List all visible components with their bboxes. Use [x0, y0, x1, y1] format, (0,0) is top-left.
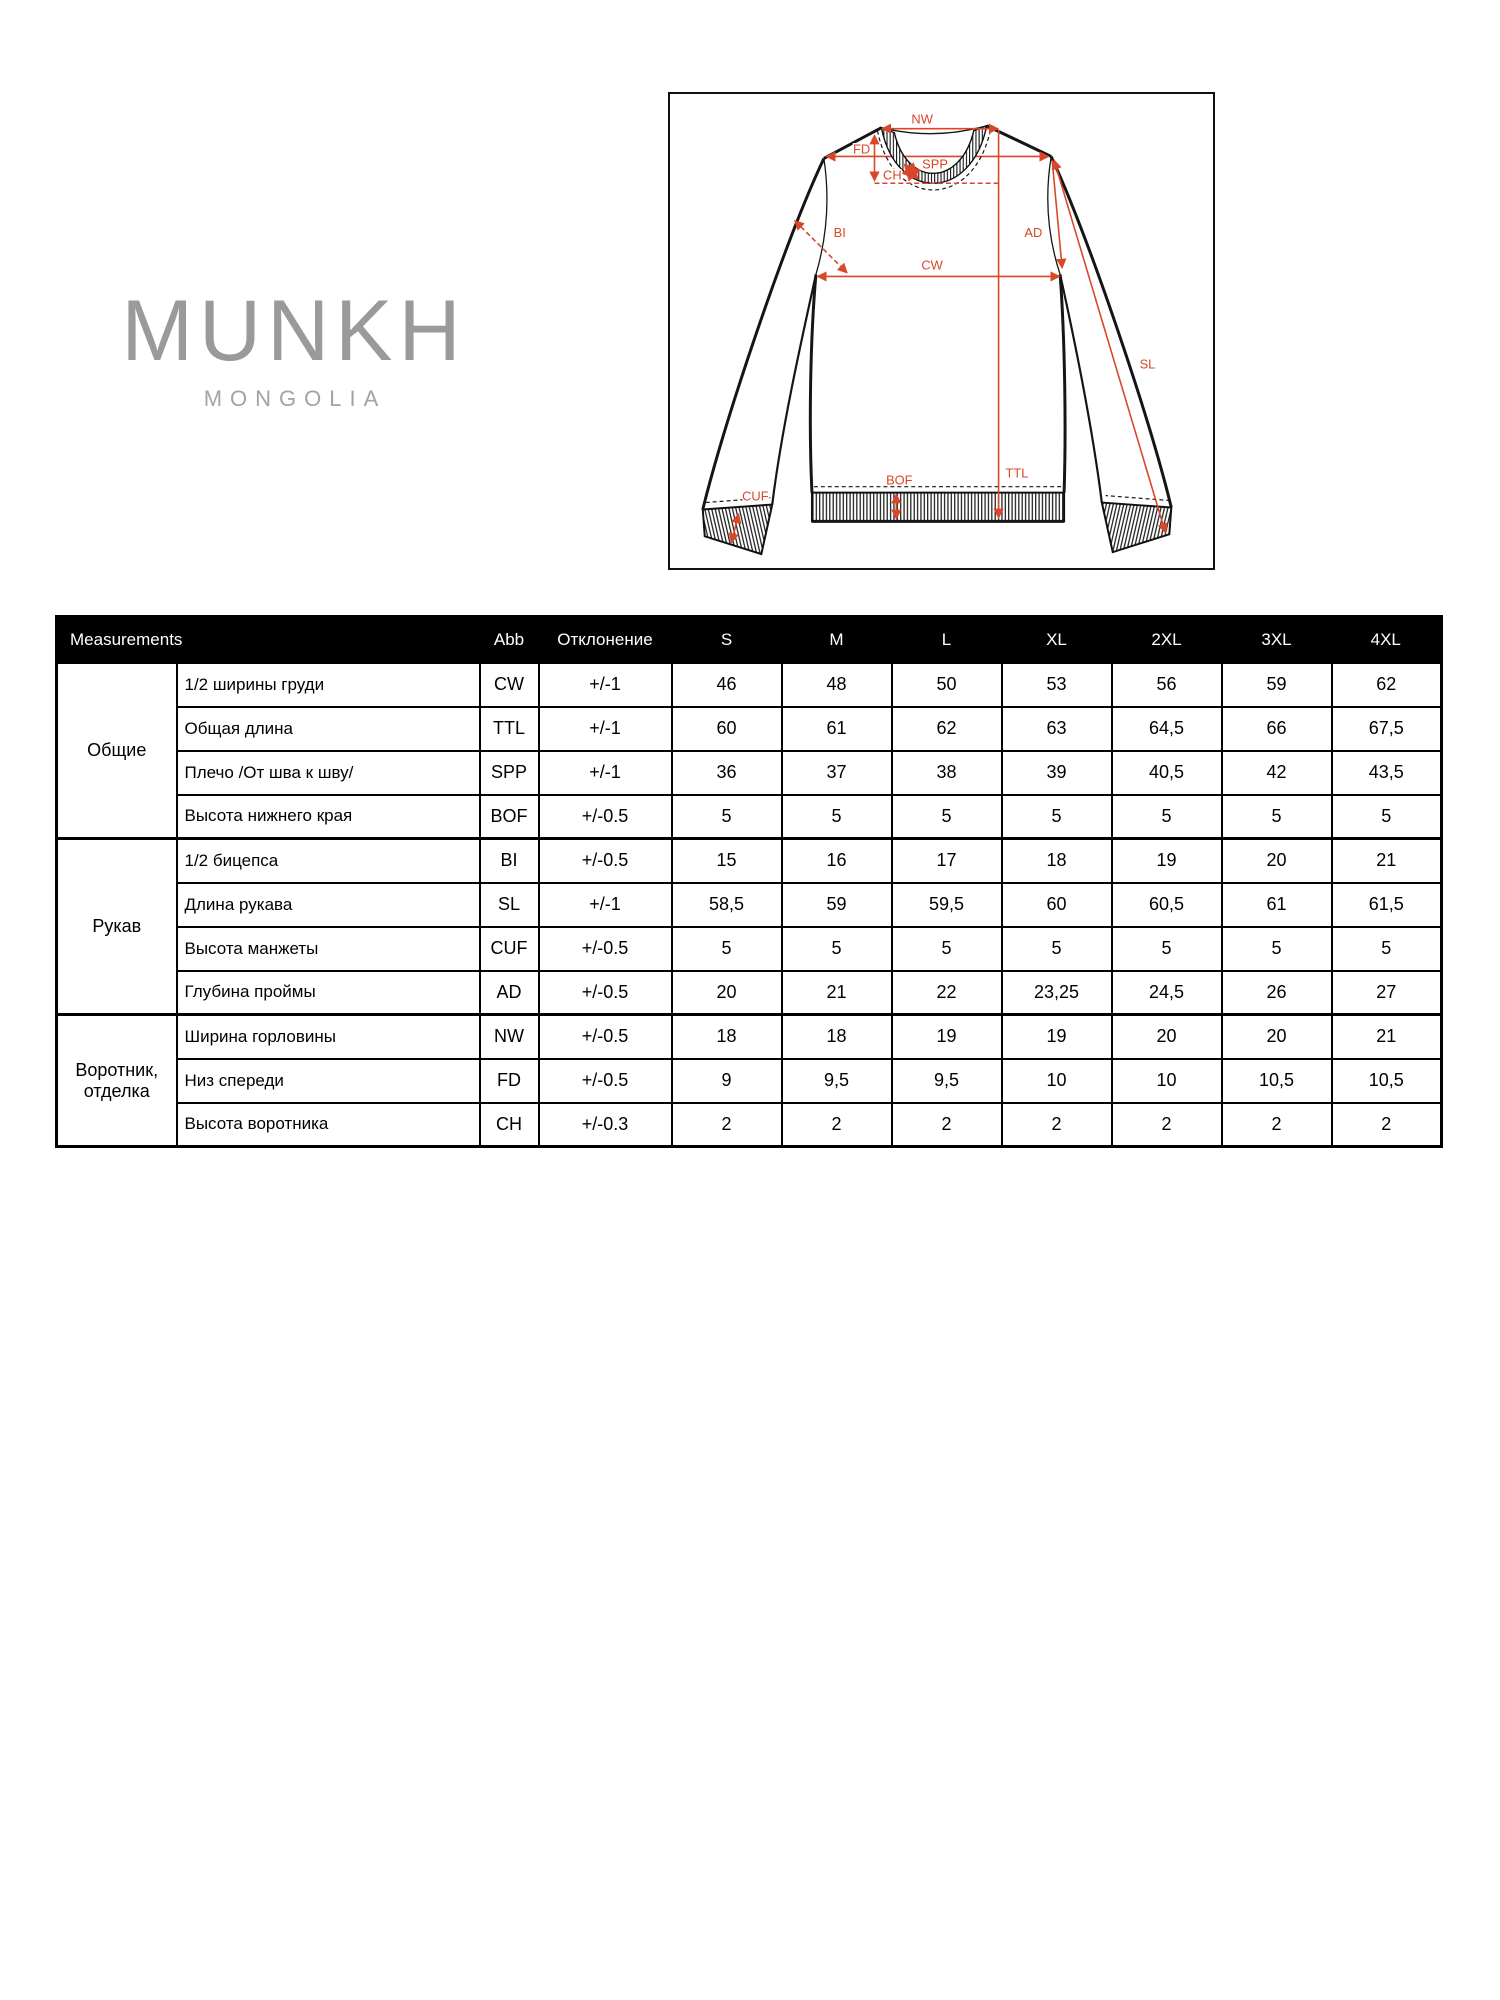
size-value-cell: 66	[1222, 707, 1332, 751]
size-value-cell: 5	[892, 927, 1002, 971]
deviation-cell: +/-0.3	[539, 1103, 672, 1147]
size-value-cell: 22	[892, 971, 1002, 1015]
size-value-cell: 5	[1332, 927, 1442, 971]
size-value-cell: 5	[1332, 795, 1442, 839]
size-value-cell: 5	[1002, 795, 1112, 839]
size-value-cell: 23,25	[1002, 971, 1112, 1015]
size-value-cell: 5	[782, 795, 892, 839]
ad-label: AD	[1024, 224, 1043, 240]
header-deviation: Отклонение	[539, 617, 672, 663]
size-value-cell: 40,5	[1112, 751, 1222, 795]
size-value-cell: 20	[1222, 839, 1332, 883]
size-value-cell: 62	[892, 707, 1002, 751]
size-table-body	[57, 663, 1442, 1147]
size-value-cell: 18	[782, 1015, 892, 1059]
abbreviation-cell: CW	[480, 663, 539, 707]
size-value-cell: 2	[1002, 1103, 1112, 1147]
size-value-cell: 61	[782, 707, 892, 751]
table-row	[57, 1015, 1442, 1059]
sweater-technical-drawing	[670, 94, 1213, 568]
size-value-cell: 5	[1222, 927, 1332, 971]
measurement-name-cell: Общая длина	[177, 707, 480, 751]
abbreviation-cell: BI	[480, 839, 539, 883]
size-value-cell: 10,5	[1222, 1059, 1332, 1103]
size-value-cell: 58,5	[672, 883, 782, 927]
size-value-cell: 5	[672, 927, 782, 971]
size-value-cell: 5	[1112, 795, 1222, 839]
measurement-name-cell: 1/2 ширины груди	[177, 663, 480, 707]
size-value-cell: 21	[1332, 1015, 1442, 1059]
deviation-cell: +/-0.5	[539, 795, 672, 839]
size-value-cell: 2	[1222, 1103, 1332, 1147]
sl-measure-line	[1054, 160, 1165, 532]
deviation-cell: +/-0.5	[539, 1015, 672, 1059]
size-value-cell: 27	[1332, 971, 1442, 1015]
header-size-4xl: 4XL	[1332, 617, 1442, 663]
deviation-cell: +/-0.5	[539, 839, 672, 883]
header-size-2xl: 2XL	[1112, 617, 1222, 663]
size-value-cell: 43,5	[1332, 751, 1442, 795]
size-value-cell: 59,5	[892, 883, 1002, 927]
size-value-cell: 59	[782, 883, 892, 927]
measurement-name-cell: 1/2 бицепса	[177, 839, 480, 883]
size-value-cell: 21	[1332, 839, 1442, 883]
size-value-cell: 37	[782, 751, 892, 795]
measurement-name-cell: Плечо /От шва к шву/	[177, 751, 480, 795]
size-value-cell: 5	[1112, 927, 1222, 971]
ttl-label: TTL	[1005, 465, 1029, 481]
size-value-cell: 59	[1222, 663, 1332, 707]
table-row	[57, 1103, 1442, 1147]
table-row	[57, 707, 1442, 751]
measurement-name-cell: Низ спереди	[177, 1059, 480, 1103]
size-value-cell: 5	[782, 927, 892, 971]
size-value-cell: 15	[672, 839, 782, 883]
size-value-cell: 50	[892, 663, 1002, 707]
size-value-cell: 19	[892, 1015, 1002, 1059]
size-value-cell: 60	[672, 707, 782, 751]
abbreviation-cell: SL	[480, 883, 539, 927]
ch-label: CH	[883, 167, 902, 183]
size-value-cell: 20	[1222, 1015, 1332, 1059]
deviation-cell: +/-1	[539, 707, 672, 751]
size-value-cell: 48	[782, 663, 892, 707]
cuff-rib-left	[703, 498, 772, 555]
deviation-cell: +/-1	[539, 883, 672, 927]
fd-label: FD	[852, 141, 871, 157]
size-value-cell: 26	[1222, 971, 1332, 1015]
size-value-cell: 60,5	[1112, 883, 1222, 927]
header-abb: Abb	[480, 617, 539, 663]
size-value-cell: 20	[672, 971, 782, 1015]
size-value-cell: 20	[1112, 1015, 1222, 1059]
size-value-cell: 17	[892, 839, 1002, 883]
table-row	[57, 751, 1442, 795]
abbreviation-cell: NW	[480, 1015, 539, 1059]
size-value-cell: 10,5	[1332, 1059, 1442, 1103]
size-table	[55, 615, 1443, 1148]
brand-logo: MUNKH	[121, 283, 467, 379]
size-value-cell: 46	[672, 663, 782, 707]
table-row	[57, 883, 1442, 927]
bi-label: BI	[833, 224, 846, 240]
cuff-rib-right	[1102, 496, 1171, 553]
size-value-cell: 10	[1002, 1059, 1112, 1103]
size-value-cell: 9,5	[782, 1059, 892, 1103]
size-value-cell: 5	[1002, 927, 1112, 971]
deviation-cell: +/-0.5	[539, 927, 672, 971]
table-row	[57, 795, 1442, 839]
size-value-cell: 2	[672, 1103, 782, 1147]
size-value-cell: 2	[782, 1103, 892, 1147]
group-label: Общие	[57, 663, 177, 839]
size-value-cell: 5	[672, 795, 782, 839]
table-row	[57, 927, 1442, 971]
measure-lines	[732, 129, 1166, 543]
size-value-cell: 39	[1002, 751, 1112, 795]
size-value-cell: 38	[892, 751, 1002, 795]
table-row	[57, 663, 1442, 707]
table-header-row	[57, 617, 1442, 663]
table-row	[57, 971, 1442, 1015]
size-value-cell: 9,5	[892, 1059, 1002, 1103]
header-size-l: L	[892, 617, 1002, 663]
size-value-cell: 61,5	[1332, 883, 1442, 927]
header-size-m: M	[782, 617, 892, 663]
sl-label: SL	[1139, 356, 1156, 372]
measurement-name-cell: Глубина проймы	[177, 971, 480, 1015]
abbreviation-cell: CUF	[480, 927, 539, 971]
size-value-cell: 67,5	[1332, 707, 1442, 751]
size-value-cell: 19	[1112, 839, 1222, 883]
size-value-cell: 53	[1002, 663, 1112, 707]
cuf-label: CUF	[742, 488, 769, 504]
measurement-name-cell: Ширина горловины	[177, 1015, 480, 1059]
bof-label: BOF	[886, 472, 913, 488]
size-value-cell: 2	[1112, 1103, 1222, 1147]
header-measurements: Measurements	[57, 617, 480, 663]
size-value-cell: 16	[782, 839, 892, 883]
abbreviation-cell: FD	[480, 1059, 539, 1103]
deviation-cell: +/-0.5	[539, 1059, 672, 1103]
measurement-name-cell: Высота нижнего края	[177, 795, 480, 839]
abbreviation-cell: CH	[480, 1103, 539, 1147]
size-value-cell: 60	[1002, 883, 1112, 927]
size-value-cell: 5	[1222, 795, 1332, 839]
header-size-s: S	[672, 617, 782, 663]
size-value-cell: 63	[1002, 707, 1112, 751]
cw-label: CW	[921, 257, 943, 273]
abbreviation-cell: TTL	[480, 707, 539, 751]
group-label: Воротник, отделка	[57, 1015, 177, 1147]
hem-rib	[812, 487, 1064, 522]
size-value-cell: 24,5	[1112, 971, 1222, 1015]
size-value-cell: 5	[892, 795, 1002, 839]
size-value-cell: 18	[672, 1015, 782, 1059]
measurement-name-cell: Высота воротника	[177, 1103, 480, 1147]
size-value-cell: 61	[1222, 883, 1332, 927]
size-value-cell: 21	[782, 971, 892, 1015]
abbreviation-cell: SPP	[480, 751, 539, 795]
table-row	[57, 839, 1442, 883]
abbreviation-cell: BOF	[480, 795, 539, 839]
header-size-3xl: 3XL	[1222, 617, 1332, 663]
deviation-cell: +/-1	[539, 663, 672, 707]
size-value-cell: 19	[1002, 1015, 1112, 1059]
header-size-xl: XL	[1002, 617, 1112, 663]
nw-label: NW	[911, 111, 933, 127]
garment-diagram	[668, 92, 1215, 570]
size-value-cell: 2	[1332, 1103, 1442, 1147]
table-row	[57, 1059, 1442, 1103]
size-value-cell: 9	[672, 1059, 782, 1103]
size-value-cell: 36	[672, 751, 782, 795]
size-value-cell: 56	[1112, 663, 1222, 707]
measurement-name-cell: Высота манжеты	[177, 927, 480, 971]
deviation-cell: +/-0.5	[539, 971, 672, 1015]
size-value-cell: 62	[1332, 663, 1442, 707]
deviation-cell: +/-1	[539, 751, 672, 795]
spp-label: SPP	[922, 156, 948, 172]
size-value-cell: 2	[892, 1103, 1002, 1147]
size-value-cell: 64,5	[1112, 707, 1222, 751]
size-value-cell: 18	[1002, 839, 1112, 883]
brand-logo-subtitle: MONGOLIA	[203, 386, 387, 411]
abbreviation-cell: AD	[480, 971, 539, 1015]
group-label: Рукав	[57, 839, 177, 1015]
size-value-cell: 42	[1222, 751, 1332, 795]
measurement-name-cell: Длина рукава	[177, 883, 480, 927]
size-value-cell: 10	[1112, 1059, 1222, 1103]
